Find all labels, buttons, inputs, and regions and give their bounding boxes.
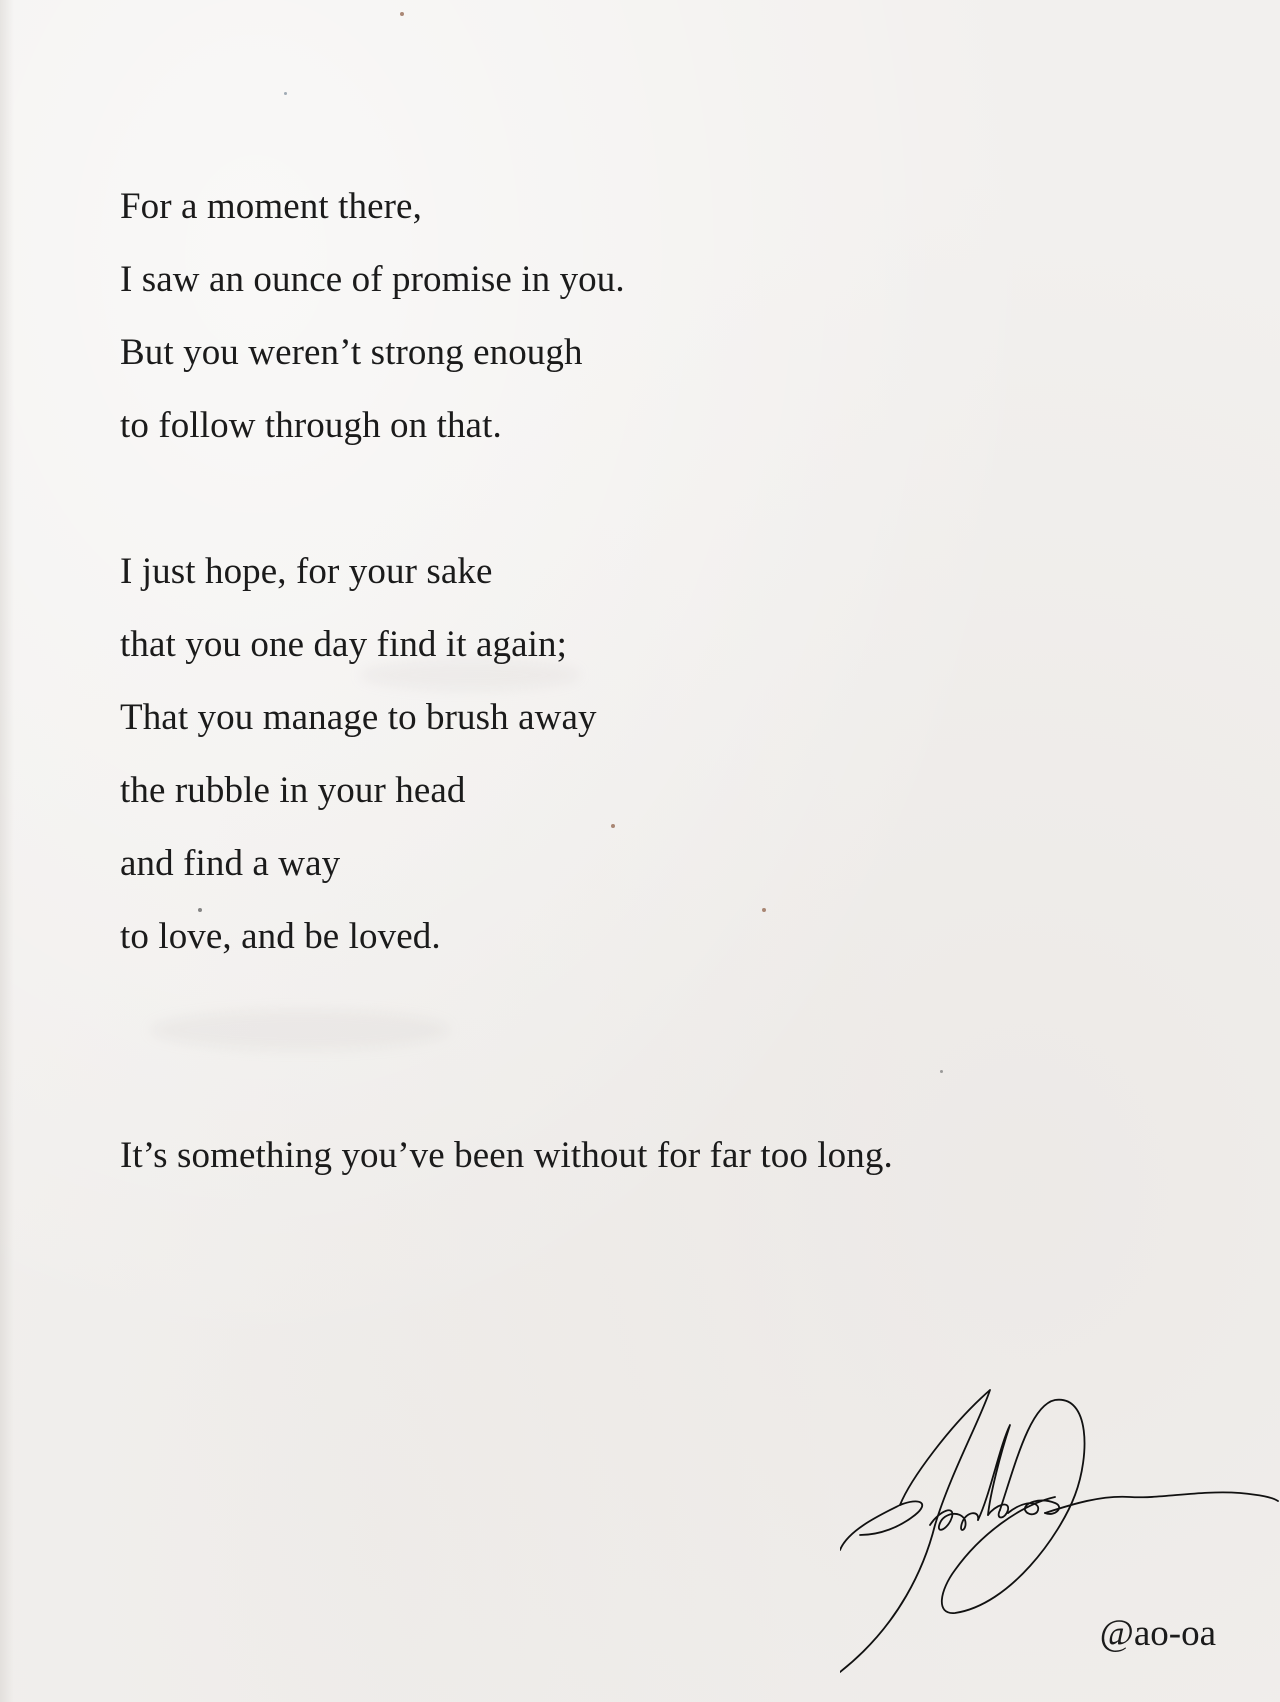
poem-closing-line: It’s something you’ve been without for far too long.	[120, 1135, 893, 1176]
poem-line: to love, and be loved.	[120, 916, 441, 957]
poem-line: and find a way	[120, 843, 341, 884]
poem	[120, 170, 1120, 1192]
stanza-break	[120, 973, 1120, 1119]
author-handle: @ao-oa	[1099, 1613, 1216, 1654]
poem-line: I saw an ounce of promise in you.	[120, 259, 625, 300]
paper-edge-shadow	[0, 0, 14, 1702]
poem-line: that you one day find it again;	[120, 624, 567, 665]
poem-line: the rubble in your head	[120, 770, 466, 811]
paper-speck	[284, 92, 287, 95]
poem-line: to follow through on that.	[120, 405, 502, 446]
poem-line: For a moment there,	[120, 186, 422, 227]
paper-speck	[400, 12, 404, 16]
poem-line: That you manage to brush away	[120, 697, 597, 738]
poem-line: I just hope, for your sake	[120, 551, 493, 592]
poem-line: But you weren’t strong enough	[120, 332, 583, 373]
stanza-break	[120, 462, 1120, 535]
